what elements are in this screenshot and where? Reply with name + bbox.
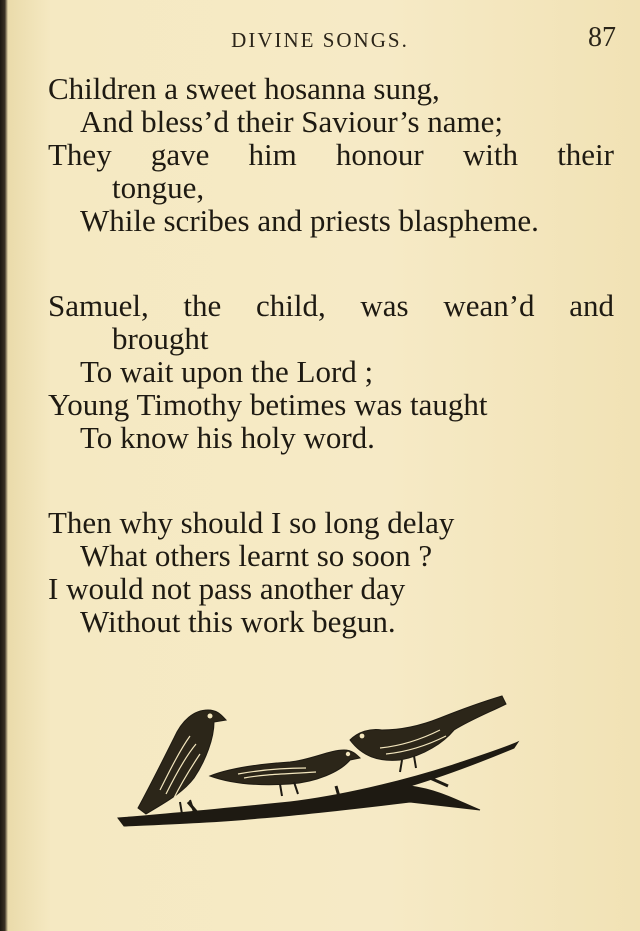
poem-line: To know his holy word. [80, 420, 375, 455]
page-number: 87 [588, 22, 616, 53]
poem-line: And bless’d their Saviour’s name; [80, 104, 504, 139]
poem-line: Samuel, the child, was wean’d and [48, 288, 614, 323]
poem-line: To wait upon the Lord ; [80, 354, 374, 389]
birds-on-branch-icon [110, 690, 530, 840]
running-header: DIVINE SONGS. [231, 28, 409, 52]
poem-line: What others learnt so soon ? [80, 538, 433, 573]
poem-line: Young Timothy betimes was taught [48, 387, 488, 422]
stanza-3 [0, 506, 640, 638]
poem-line: tongue, [112, 170, 205, 205]
poem-line: I would not pass another day [48, 571, 406, 606]
poem-line: brought [112, 321, 209, 356]
poem-line: They gave him honour with their [48, 137, 614, 172]
poem-line: Without this work begun. [80, 604, 396, 639]
poem-line: Children a sweet hosanna sung, [48, 71, 440, 106]
poem-line: While scribes and priests blaspheme. [80, 203, 539, 238]
poem-line: Then why should I so long delay [48, 505, 455, 540]
stanza-2 [0, 289, 640, 454]
poem [0, 72, 640, 690]
stanza-1 [0, 72, 640, 237]
